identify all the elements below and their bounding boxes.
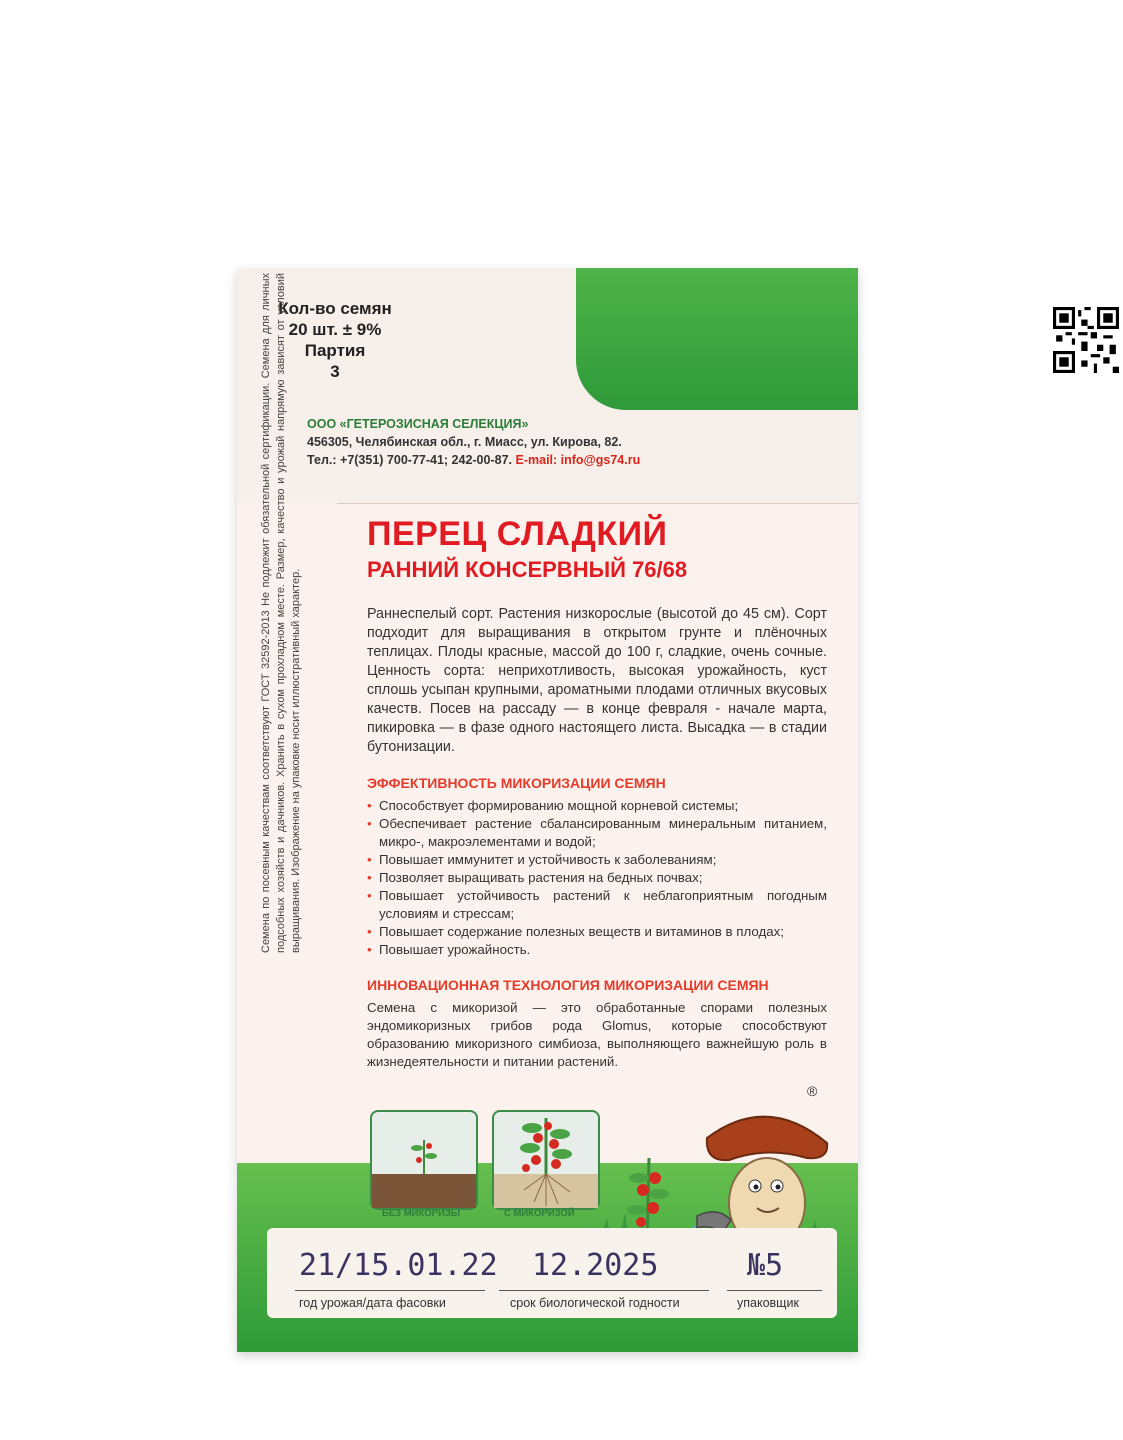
product-title: ПЕРЕЦ СЛАДКИЙ — [367, 515, 668, 553]
list-item: • Повышает устойчивость растений к неблагоприятным погодным условиям и стрессам; — [367, 887, 827, 923]
harvest-pack-caption: год урожая/дата фасовки — [299, 1296, 446, 1310]
list-item: • Повышает иммунитет и устойчивость к заболеваниям; — [367, 851, 827, 869]
without-mycorrhiza-label: БЕЗ МИКОРИЗЫ — [382, 1208, 461, 1219]
date-stamp-panel — [267, 1228, 837, 1318]
registered-mark: ® — [807, 1083, 818, 1099]
product-description: Раннеспелый сорт. Растения низкорослые (высотой до 45 см). Сорт подходит для выращивания в открытом грунте и плёночных теплицах. Плоды красные, массой до 100 г, сладкие, очень сочные. Ценность сорта: неприхотливость, высокая урожайность, куст сплошь усыпан крупными, ароматными плодами отличных вкусовых качеств. Посев на рассаду — в конце февраля - начале марта, пикировка — в фазе одного настоящего листа. Высадка — в стадии бутонизации. — [367, 606, 827, 755]
seed-packet — [237, 268, 1121, 1352]
list-item: • Повышает урожайность. — [367, 941, 827, 959]
batch-value: 3 — [330, 362, 340, 381]
list-item: • Способствует формированию мощной корневой системы; — [367, 797, 827, 815]
certification-side-text: Семена по посевным качествам соответствуют ГОСТ 32592-2013 Не подлежит обязательной сертификации. Семена для личных подсобных хозяйств и дачников. Хранить в сухом прохладном месте. Размер, качество и урожай напрямую зависят от условий выращивания. Изображение на упаковке носит иллюстративный характер. — [260, 273, 302, 953]
divider — [499, 1290, 709, 1291]
without-mycorrhiza-illustration — [370, 1110, 478, 1210]
divider — [727, 1290, 822, 1291]
packer-number: №5 — [747, 1248, 784, 1283]
main-content — [367, 515, 827, 1071]
batch-label: Партия — [304, 341, 366, 360]
packer-caption: упаковщик — [737, 1296, 799, 1310]
with-mycorrhiza-label: С МИКОРИЗОЙ — [504, 1208, 575, 1219]
list-item: • Обеспечивает растение сбалансированным минеральным питанием, микро-, макроэлементами и водой; — [367, 815, 827, 851]
list-item: • Позволяет выращивать растения на бедных почвах; — [367, 869, 827, 887]
harvest-pack-date: 21/15.01.22 — [299, 1248, 498, 1283]
qr-code-icon — [1049, 303, 1123, 377]
fold-line — [337, 503, 858, 504]
company-email: E-mail: info@gs74.ru — [515, 453, 641, 467]
company-name: ООО «ГЕТЕРОЗИСНАЯ СЕЛЕКЦИЯ» — [307, 417, 529, 431]
green-corner-panel — [576, 268, 1121, 410]
company-address: 456305, Челябинская обл., г. Миасс, ул. Кирова, 82. — [307, 435, 622, 449]
mycorrhiza-effects-title: ЭФФЕКТИВНОСТЬ МИКОРИЗАЦИИ СЕМЯН — [367, 775, 666, 791]
technology-text: Семена с микоризой — это обработанные спорами полезных эндомикоризных грибов рода Glomus, которые способствуют образованию микоризного симбиоза, выполняющего важнейшую роль в жизнедеятельности и питании растений. — [367, 1000, 827, 1069]
technology-title: ИННОВАЦИОННАЯ ТЕХНОЛОГИЯ МИКОРИЗАЦИИ СЕМЯН — [367, 977, 769, 993]
mushroom-mascot-illustration — [597, 1098, 837, 1248]
expiry-date: 12.2025 — [532, 1248, 659, 1283]
website-label: www.gs74.ru — [1041, 383, 1121, 398]
company-info — [307, 415, 640, 469]
company-phone: Тел.: +7(351) 700-77-41; 242-00-87. — [307, 453, 513, 467]
with-mycorrhiza-illustration — [492, 1110, 600, 1210]
expiry-caption: срок биологической годности — [510, 1296, 680, 1310]
mycorrhiza-effects-list — [367, 797, 827, 959]
divider — [295, 1290, 485, 1291]
product-subtitle: РАННИЙ КОНСЕРВНЫЙ 76/68 — [367, 557, 688, 582]
seed-count-label: Кол-во семян — [278, 299, 392, 318]
list-item: • Повышает содержание полезных веществ и витаминов в плодах; — [367, 923, 827, 941]
seed-count-value: 20 шт. ± 9% — [288, 320, 382, 339]
